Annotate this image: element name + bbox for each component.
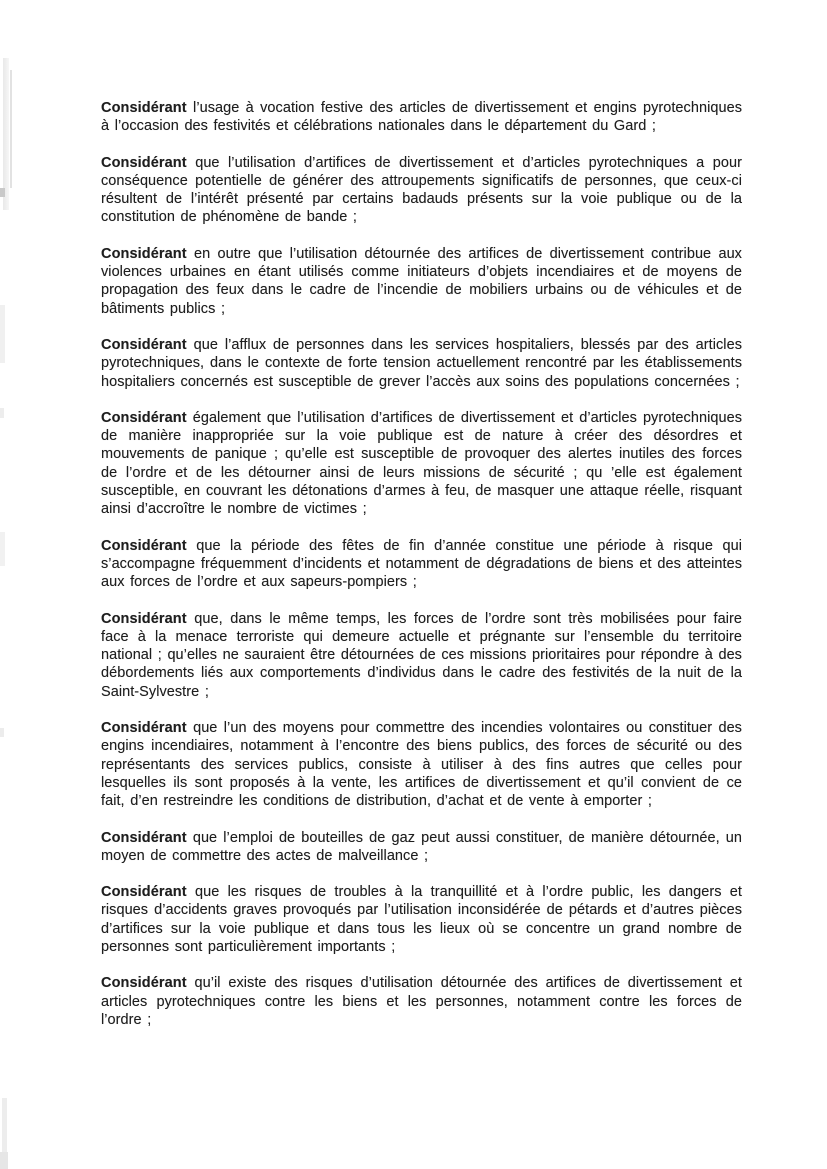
considerant-lead: Considérant (101, 154, 187, 171)
scan-artifact (0, 1152, 8, 1169)
considerant-paragraph-3 (101, 245, 742, 318)
considerant-paragraph-2 (101, 154, 742, 227)
considerant-paragraph-11 (101, 974, 742, 1029)
scan-artifact (0, 532, 5, 566)
considerant-lead: Considérant (101, 720, 187, 737)
scan-artifact (2, 1098, 7, 1162)
paragraph-text: également que l’utilisation d’artifices de divertissement et d’articles pyrotechniques de manière inappropriée sur la voie publique est de nature à créer des désordres et mouvements de panique ; qu’elle est susceptible de provoquer des alertes inutiles des forces de l’ordre et de les détourner ainsi de leurs missions de sécurité ; qu ’elle est également susceptible, en couvrant les détonations d’armes à feu, de masquer une attaque réelle, risquant ainsi d’accroître le nombre de victimes ; (101, 409, 742, 518)
considerant-paragraph-6 (101, 537, 742, 592)
considerant-lead: Considérant (101, 829, 187, 846)
paragraph-text: que l’afflux de personnes dans les services hospitaliers, blessés par des articles pyrotechniques, dans le contexte de forte tension actuellement rencontré par les établissements hospitaliers concernés est susceptible de grever l’accès aux soins des populations concernées ; (101, 336, 742, 390)
scan-artifact (0, 408, 4, 418)
paragraph-text: que, dans le même temps, les forces de l’ordre sont très mobilisées pour faire face à la menace terroriste qui demeure actuelle et prégnante sur l’ensemble du territoire national ; qu’elles ne sauraient être détournées de ces missions prioritaires pour répondre à des débordements liés aux comportements d’individus dans le cadre des festivités de la nuit de la Saint-Sylvestre ; (101, 610, 742, 700)
considerant-lead: Considérant (101, 409, 187, 426)
scan-artifact (0, 728, 4, 737)
paragraph-text: que l’utilisation d’artifices de divertissement et d’articles pyrotechniques a pour conséquence potentielle de générer des attroupements significatifs de personnes, que ceux-ci résultent de l’intérêt présenté par certains badauds présents sur la voie publique ou de la constitution de phénomène de bande ; (101, 154, 742, 226)
paragraph-text: que les risques de troubles à la tranquillité et à l’ordre public, les dangers et risques d’accidents graves provoqués par l’utilisation inconsidérée de pétards et d’autres pièces d’artifices sur la voie publique et dans tous les lieux où se concentre un grand nombre de personnes sont particulièrement importants ; (101, 884, 742, 955)
considerant-paragraph-1 (101, 99, 742, 136)
considerant-lead: Considérant (101, 336, 187, 353)
document-body (101, 99, 742, 1029)
considerant-paragraph-4 (101, 336, 742, 391)
considerant-lead: Considérant (101, 537, 187, 554)
considerant-lead: Considérant (101, 245, 187, 262)
considerant-paragraph-10 (101, 883, 742, 956)
paragraph-text: en outre que l’utilisation détournée des artifices de divertissement contribue aux violences urbaines en étant utilisés comme initiateurs d’objets incendiaires et de moyens de propagation des feux dans le cadre de l’incendie de mobiliers urbains ou de véhicules et de bâtiments publics ; (101, 245, 742, 317)
considerant-paragraph-9 (101, 829, 742, 866)
scan-artifact (10, 70, 12, 188)
considerant-lead: Considérant (101, 975, 187, 992)
paragraph-text: l’usage à vocation festive des articles de divertissement et engins pyrotechniques à l’occasion des festivités et célébrations nationales dans le département du Gard ; (101, 100, 742, 135)
considerant-lead: Considérant (101, 610, 187, 627)
paragraph-text: que l’un des moyens pour commettre des incendies volontaires ou constituer des engins incendiaires, notamment à l’encontre des biens publics, des forces de sécurité ou des représentants des services publics, consiste à utiliser à des fins autres que celles pour lesquelles ils sont proposés à la vente, les artifices de divertissement et qu’il convient de ce fait, d’en restreindre les conditions de distribution, d’achat et de vente à emporter ; (101, 720, 742, 810)
considerant-lead: Considérant (101, 100, 187, 116)
paragraph-text: que l’emploi de bouteilles de gaz peut aussi constituer, de manière détournée, un moyen de commettre des actes de malveillance ; (101, 829, 742, 864)
paragraph-text: qu’il existe des risques d’utilisation détournée des artifices de divertissement et articles pyrotechniques contre les biens et les personnes, notamment contre les forces de l’ordre ; (101, 975, 742, 1028)
scan-artifact (3, 58, 9, 210)
considerant-paragraph-8 (101, 719, 742, 810)
paragraph-text: que la période des fêtes de fin d’année constitue une période à risque qui s’accompagne fréquemment d’incidents et notamment de dégradations de biens et des atteintes aux forces de l’ordre et aux sapeurs-pompiers ; (101, 537, 742, 591)
scan-artifact (0, 305, 5, 363)
scan-artifact (0, 188, 5, 197)
considerant-lead: Considérant (101, 884, 187, 901)
considerant-paragraph-5 (101, 409, 742, 519)
considerant-paragraph-7 (101, 610, 742, 701)
